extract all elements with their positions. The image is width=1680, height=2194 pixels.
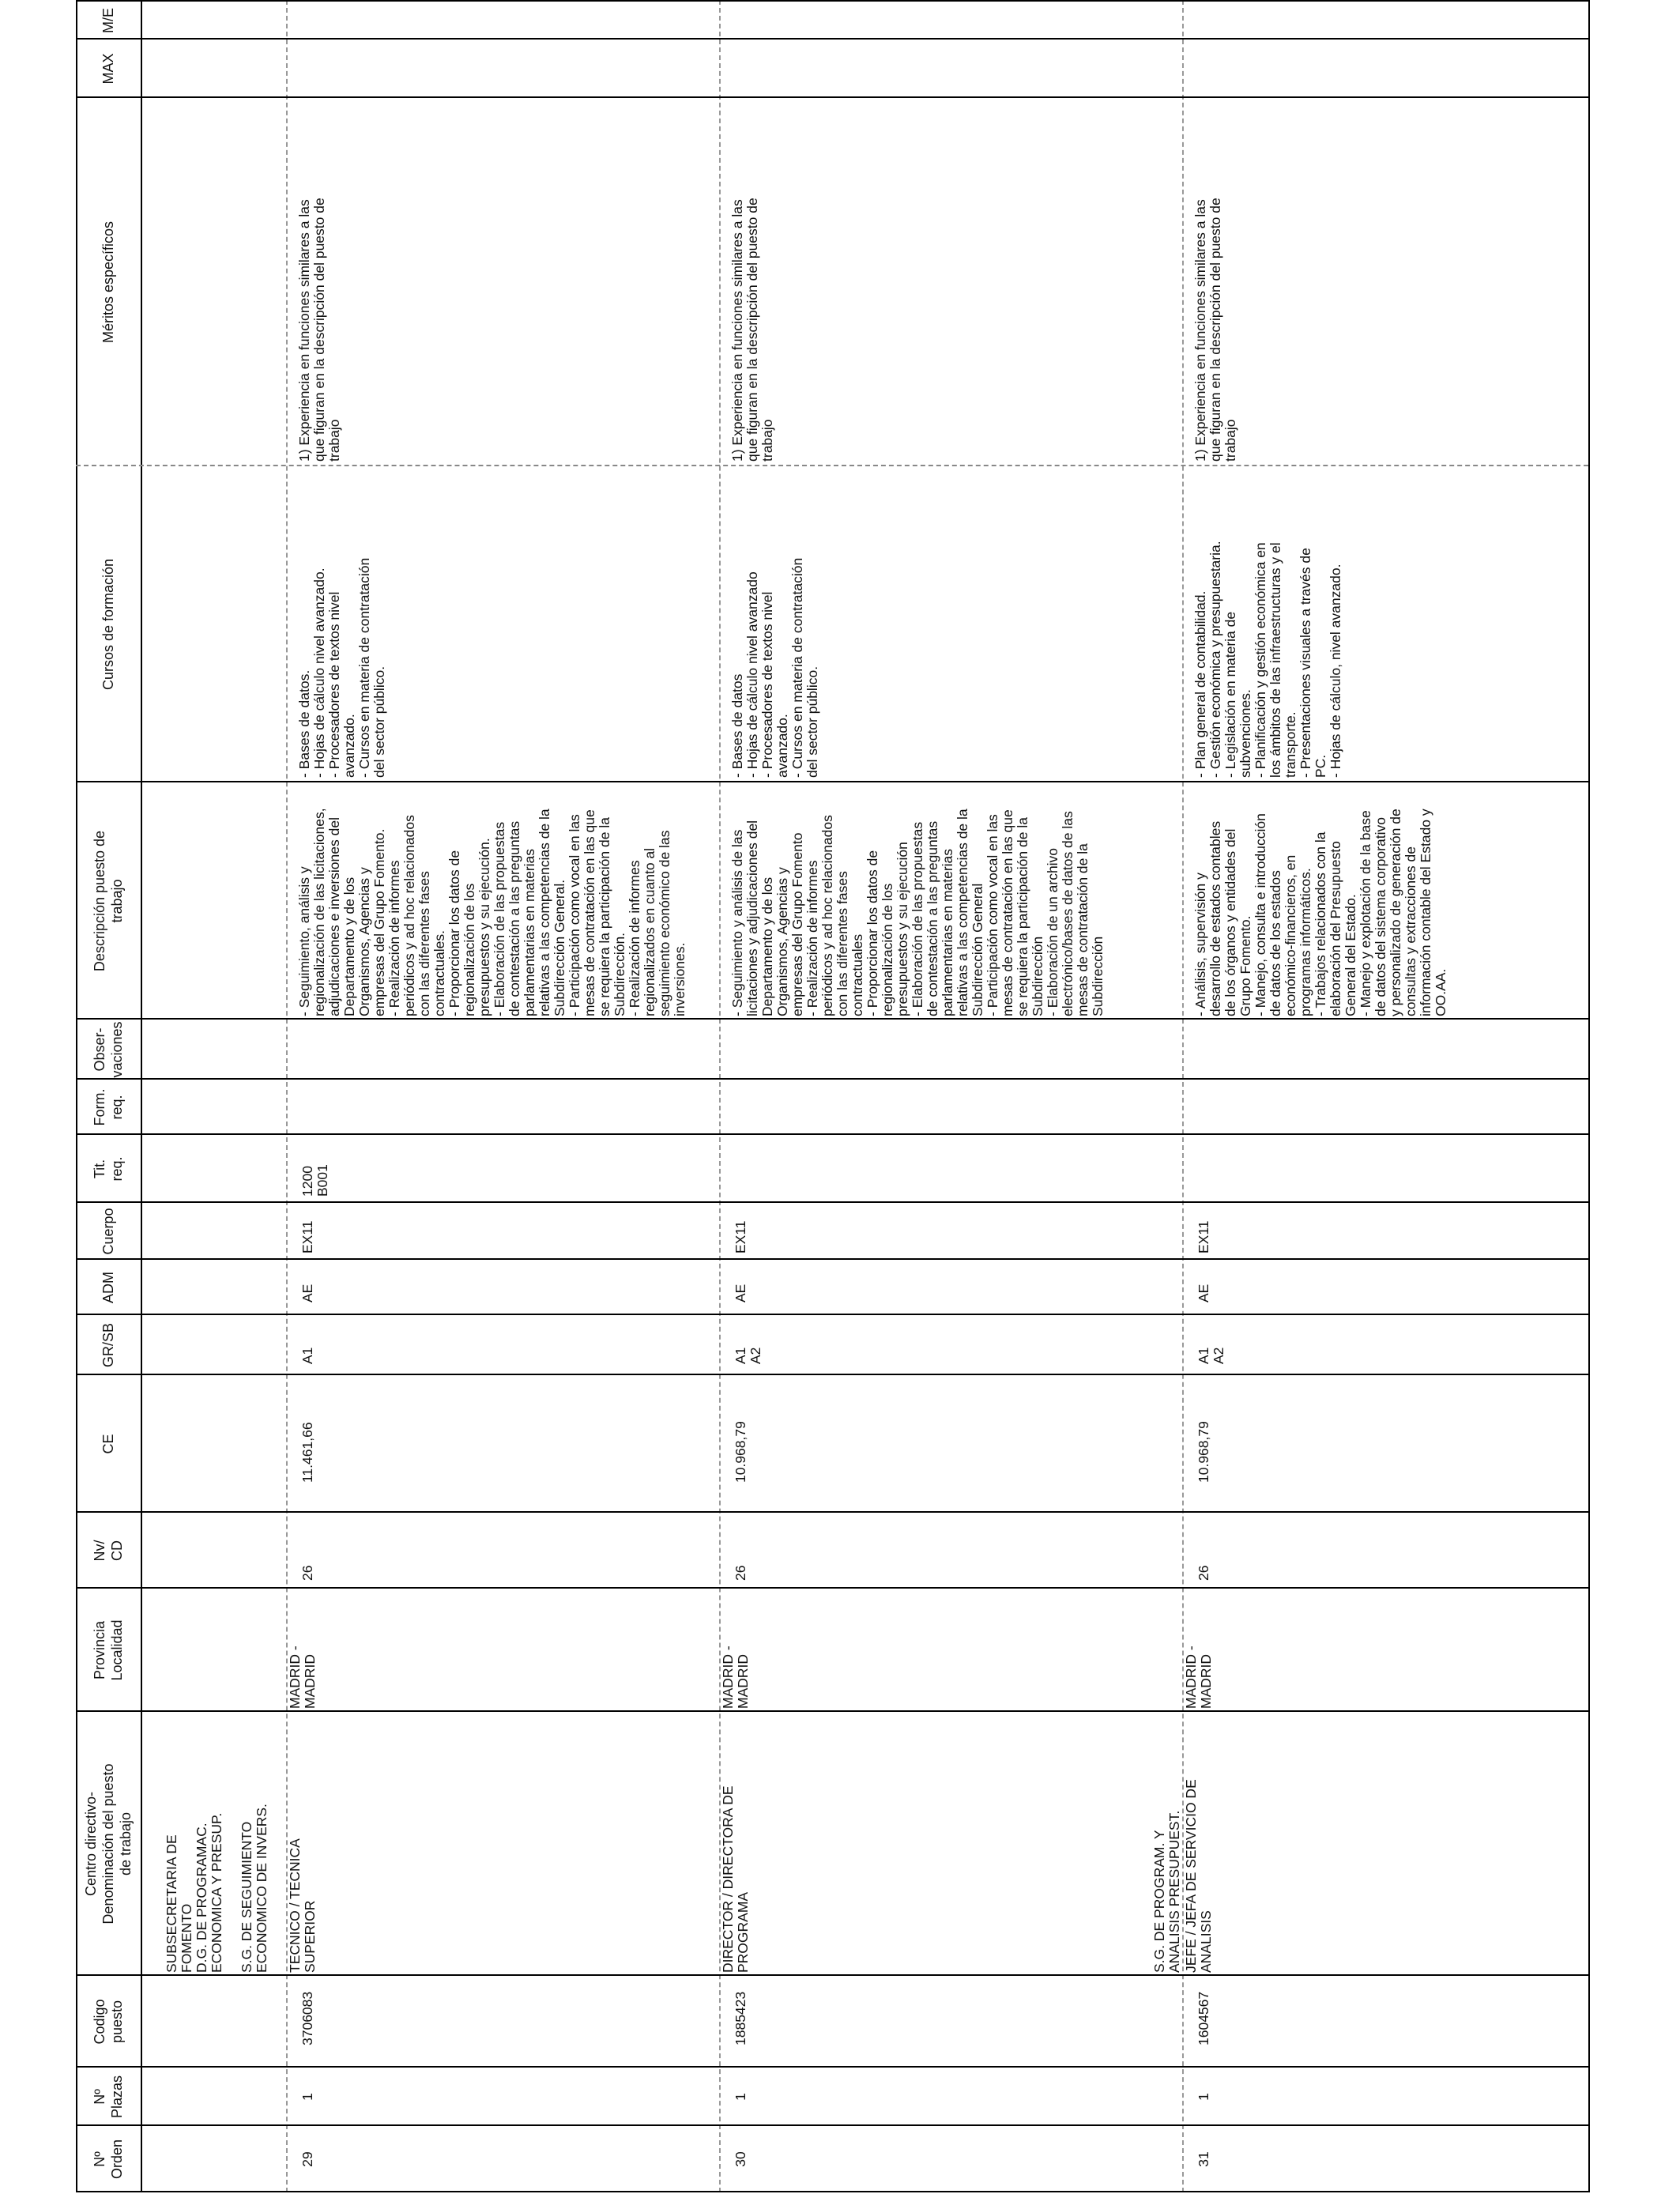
cell-orden: 31 [1196, 2151, 1211, 2167]
cell-descripcion: - Análisis, supervisión y desarrollo de estados contables de los órganos y entidades del Grupo Fomento. - Manejo, consulta e introducción de datos de los estados económico-financieros, en programas informáticos. - Trabajos relacionados con la elaboración del Presupuesto General del Estado. - Manejo y explotación de la base de datos del sistema corporativo y personalizado de generación de consultas y extracciones de información contable del Estado y OO.AA. [1192, 809, 1448, 1016]
header-ce-text: CE [100, 1434, 116, 1454]
table-bottom-border [1588, 0, 1590, 2192]
cell-provincia: MADRID - MADRID [1183, 1646, 1214, 1709]
col-line-nivel [76, 1511, 1588, 1513]
header-provincia [76, 1589, 141, 1712]
header-centro-text: Centro directivo- Denominación del puesto de trabajo [83, 1763, 134, 1924]
header-plazas [76, 2068, 141, 2126]
header-codigo [76, 1976, 141, 2068]
cell-nivel: 26 [733, 1565, 748, 1581]
cell-adm: AE [733, 1284, 748, 1302]
col-line-codigo [76, 1974, 1588, 1976]
header-codigo-text: Codigo puesto [92, 1999, 125, 2045]
header-centro [76, 1712, 141, 1976]
cell-codigo: 1604567 [1196, 1991, 1211, 2045]
col-line-plazas [76, 2066, 1588, 2068]
header-provincia-text: Provincia Localidad [92, 1619, 125, 1681]
cell-grupo: A1 A2 [733, 1347, 763, 1364]
cell-codigo: 1885423 [733, 1991, 748, 2045]
cell-cursos: - Bases de datos. - Hojas de cálculo nivel avanzado. - Procesadores de textos nivel avanzado. - Cursos en materia de contratación del sector público. [296, 557, 387, 778]
cell-titulacion: 1200 B001 [299, 1164, 330, 1197]
col-line-ce [76, 1374, 1588, 1375]
header-meritos [76, 98, 141, 466]
cell-provincia: MADRID - MADRID [287, 1646, 318, 1709]
cell-plazas: 1 [299, 2093, 315, 2101]
cell-cuerpo: EX11 [733, 1220, 748, 1253]
header-descripcion-text: Descripción puesto de trabajo [92, 830, 125, 972]
header-observaciones [76, 1020, 141, 1080]
col-line-cuerpo [76, 1201, 1588, 1203]
header-adm-text: ADM [100, 1272, 116, 1303]
header-max [76, 40, 141, 98]
cell-grupo: A1 A2 [1196, 1347, 1226, 1364]
cell-plazas: 1 [1196, 2093, 1211, 2101]
header-max-text: MAX [100, 53, 116, 85]
header-cursos [76, 466, 141, 782]
col-line-provincia [76, 1587, 1588, 1589]
col-line-0 [76, 2191, 1588, 2192]
col-line-end [76, 0, 1588, 2]
col-line-cursos [76, 465, 1588, 466]
cell-orden: 29 [299, 2151, 315, 2167]
header-bottom-border [141, 0, 142, 2192]
cell-adm: AE [1196, 1284, 1211, 1302]
cell-nivel: 26 [1196, 1565, 1211, 1581]
header-cuerpo-text: Cuerpo [100, 1208, 116, 1255]
header-grupo [76, 1315, 141, 1375]
col-line-titulacion [76, 1133, 1588, 1135]
cell-ce: 10.968,79 [733, 1421, 748, 1483]
col-line-meritos [76, 96, 1588, 98]
header-titulacion [76, 1135, 141, 1203]
header-cursos-text: Cursos de formación [100, 558, 116, 691]
cell-centro: JEFE / JEFA DE SERVICIO DE ANALISIS [1183, 1779, 1214, 1973]
cell-codigo: 3706083 [299, 1991, 315, 2045]
col-line-orden [76, 2124, 1588, 2126]
cell-meritos: 1) Experiencia en funciones similares a las que figuran en la descripción del puesto de trabajo [729, 198, 775, 462]
header-grupo-text: GR/SB [100, 1323, 116, 1368]
col-line-grupo [76, 1314, 1588, 1315]
cell-nivel: 26 [299, 1565, 315, 1581]
col-line-descripcion [76, 781, 1588, 782]
header-formacion [76, 1080, 141, 1135]
header-nivel [76, 1513, 141, 1589]
header-formacion-text: Form. req. [92, 1088, 125, 1126]
unit-header: SUBSECRETARIA DE FOMENTO D.G. DE PROGRAMAC. ECONOMICA Y PRESUP. S.G. DE SEGUIMIENTO ECONOMICO DE INVERS. [164, 1804, 269, 1973]
col-line-formacion [76, 1078, 1588, 1080]
col-line-observaciones [76, 1018, 1588, 1020]
cell-plazas: 1 [733, 2093, 748, 2101]
header-titulacion-text: Tit. req. [92, 1156, 125, 1182]
header-adm [76, 1260, 141, 1315]
cell-cuerpo: EX11 [1196, 1220, 1211, 1253]
header-nivel-text: Nv/ CD [92, 1540, 125, 1562]
header-orden-text: Nº Orden [92, 2139, 125, 2180]
header-cuerpo [76, 1203, 141, 1260]
header-ce [76, 1375, 141, 1513]
cell-grupo: A1 [299, 1347, 315, 1364]
cell-provincia: MADRID - MADRID [720, 1646, 751, 1709]
cell-meritos: 1) Experiencia en funciones similares a las que figuran en la descripción del puesto de trabajo [1192, 198, 1238, 462]
cell-descripcion: - Seguimiento, análisis y regionalización de las licitaciones, adjudicaciones e inversiones del Departamento y de los Organismos, Agencias y empresas del Grupo Fomento. - Realización de informes periódicos y ad hoc relacionados con las diferentes fases contractuales. - Proporcionar los datos de regionalización de los presupuestos y su ejecución. - Elaboración de las propuestas de contestación a las preguntas parlamentarias en materias relativas a las competencias de la Subdirección General. - Participación como vocal en las mesas de contratación en las que se requiera la participación de la Subdirección. - Realización de informes regionalizados en cuanto al seguimiento económico de las inversiones. [296, 808, 687, 1016]
header-descripcion [76, 782, 141, 1020]
col-line-adm [76, 1258, 1588, 1260]
cell-cuerpo: EX11 [299, 1220, 315, 1253]
cell-centro: TECNICO / TECNICA SUPERIOR [287, 1838, 318, 1973]
header-observaciones-text: Obser- vaciones [92, 1021, 125, 1078]
cell-ce: 11.461,66 [299, 1422, 315, 1483]
cell-cursos: - Plan general de contabilidad. - Gestión económica y presupuestaria. - Legislación en materia de subvenciones. - Planificación y gestión económica en los ámbitos de las infraestructuras y el transporte. - Presentaciones visuales a través de PC. - Hojas de cálculo, nivel avanzado. [1192, 541, 1343, 778]
cell-ce: 10.968,79 [1196, 1421, 1211, 1483]
cell-meritos: 1) Experiencia en funciones similares a las que figuran en la descripción del puesto de trabajo [296, 198, 342, 462]
header-meritos-text: Méritos específicos [100, 221, 116, 344]
col-line-max [76, 38, 1588, 40]
header-me [76, 2, 141, 40]
cell-adm: AE [299, 1284, 315, 1302]
cell-cursos: - Bases de datos - Hojas de cálculo nivel avanzado - Procesadores de textos nivel avanzado. - Cursos en materia de contratación del sector público. [729, 557, 820, 778]
cell-centro-unit: S.G. DE PROGRAM. Y ANALISIS PRESUPUEST. [1151, 1810, 1182, 1973]
cell-orden: 30 [733, 2151, 748, 2167]
header-orden [76, 2126, 141, 2192]
header-me-text: M/E [100, 8, 116, 34]
cell-centro: DIRECTOR / DIRECTORA DE PROGRAMA [720, 1785, 751, 1973]
cell-descripcion: - Seguimiento y análisis de las licitaciones y adjudicaciones del Departamento y de los Organismos, Agencias y empresas del Grupo Fomento - Realización de informes periódicos y ad hoc relacionados con las diferentes fases contractuales - Proporcionar los datos de regionalización de los presupuestos y su ejecución - Elaboración de las propuestas de contestación a las preguntas parlamentarias en materias relativas a las competencias de la Subdirección General - Participación como vocal en las mesas de contratación en las que se requiera la participación de la Subdirección - Elaboración de un archivo electrónico/bases de datos de las mesas de contratación de la Subdirección [729, 809, 1106, 1016]
col-line-centro [76, 1710, 1588, 1712]
header-plazas-text: Nº Plazas [92, 2075, 125, 2119]
